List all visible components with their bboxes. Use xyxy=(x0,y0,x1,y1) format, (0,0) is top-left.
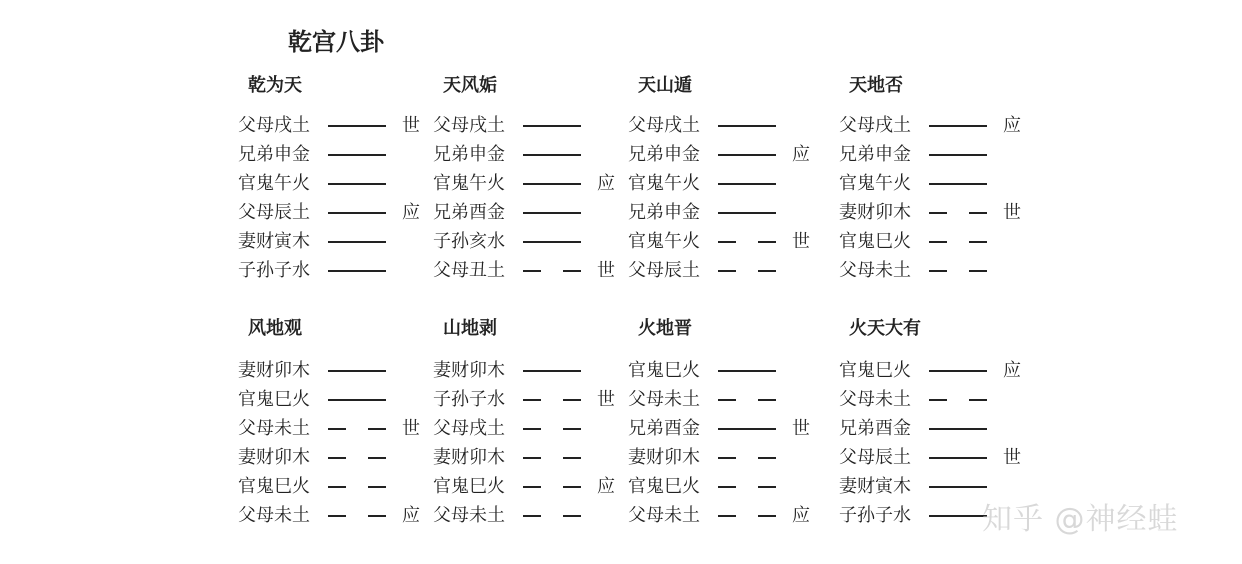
hexagram-line xyxy=(628,502,818,530)
hexagram-line xyxy=(628,257,818,285)
line-mark: 应 xyxy=(1003,115,1021,136)
yin-segment xyxy=(563,486,581,488)
hexagram-line xyxy=(433,415,623,443)
line-mark: 应 xyxy=(597,476,615,497)
line-mark: 世 xyxy=(1003,202,1021,223)
line-label: 妻财寅木 xyxy=(839,476,911,497)
yin-line xyxy=(718,399,776,401)
line-mark: 应 xyxy=(792,144,810,165)
yang-line xyxy=(718,125,776,127)
line-label: 兄弟申金 xyxy=(628,202,700,223)
hexagram-line xyxy=(839,141,1029,169)
line-label: 兄弟申金 xyxy=(238,144,310,165)
yin-segment xyxy=(718,399,736,401)
yin-segment xyxy=(718,270,736,272)
line-label: 父母未土 xyxy=(839,389,911,410)
yin-segment xyxy=(328,486,346,488)
line-mark: 应 xyxy=(792,505,810,526)
yang-line xyxy=(328,183,386,185)
line-label: 父母未土 xyxy=(433,505,505,526)
line-mark: 世 xyxy=(1003,447,1021,468)
line-label: 父母辰土 xyxy=(238,202,310,223)
hexagram-line xyxy=(628,170,818,198)
yang-line xyxy=(328,154,386,156)
hexagram-line xyxy=(238,473,428,501)
line-mark: 世 xyxy=(597,389,615,410)
hexagram-name: 天地否 xyxy=(849,75,903,96)
yin-segment xyxy=(523,399,541,401)
line-label: 子孙亥水 xyxy=(433,231,505,252)
yin-line xyxy=(328,457,386,459)
hexagram-line xyxy=(433,228,623,256)
yin-line xyxy=(523,399,581,401)
line-label: 官鬼巳火 xyxy=(238,389,310,410)
line-label: 兄弟申金 xyxy=(839,144,911,165)
line-mark: 应 xyxy=(597,173,615,194)
hexagram-line xyxy=(238,357,428,385)
line-label: 妻财卯木 xyxy=(628,447,700,468)
yang-line xyxy=(929,515,987,517)
yin-segment xyxy=(563,270,581,272)
line-mark: 世 xyxy=(792,231,810,252)
line-mark: 应 xyxy=(1003,360,1021,381)
line-label: 官鬼巳火 xyxy=(238,476,310,497)
yin-line xyxy=(328,486,386,488)
hexagram-line xyxy=(628,112,818,140)
line-mark: 世 xyxy=(402,115,420,136)
hexagram-line xyxy=(433,357,623,385)
line-label: 兄弟酉金 xyxy=(628,418,700,439)
line-label: 官鬼巳火 xyxy=(839,231,911,252)
line-label: 父母未土 xyxy=(628,389,700,410)
yin-segment xyxy=(368,486,386,488)
line-mark: 世 xyxy=(597,260,615,281)
hexagram-line xyxy=(839,386,1029,414)
hexagram-line xyxy=(433,170,623,198)
line-label: 父母辰土 xyxy=(628,260,700,281)
hexagram-line xyxy=(839,444,1029,472)
yin-segment xyxy=(328,457,346,459)
line-label: 父母未土 xyxy=(238,505,310,526)
hexagram-line xyxy=(628,357,818,385)
line-label: 父母未土 xyxy=(628,505,700,526)
line-label: 兄弟酉金 xyxy=(433,202,505,223)
yin-line xyxy=(929,241,987,243)
hexagram-line xyxy=(839,199,1029,227)
line-label: 子孙子水 xyxy=(238,260,310,281)
hexagram-line xyxy=(839,112,1029,140)
yang-line xyxy=(718,428,776,430)
hexagram-name: 天山遁 xyxy=(638,75,692,96)
yang-line xyxy=(328,125,386,127)
line-label: 官鬼巳火 xyxy=(628,360,700,381)
hexagram-name: 风地观 xyxy=(248,318,302,339)
line-label: 妻财卯木 xyxy=(238,447,310,468)
yin-segment xyxy=(563,515,581,517)
yin-segment xyxy=(758,241,776,243)
line-label: 父母辰土 xyxy=(839,447,911,468)
yang-line xyxy=(523,370,581,372)
yin-line xyxy=(718,515,776,517)
line-label: 父母戌土 xyxy=(433,115,505,136)
yang-line xyxy=(523,125,581,127)
yin-segment xyxy=(523,515,541,517)
yin-segment xyxy=(563,457,581,459)
watermark: 知乎 @神经蛙 xyxy=(982,502,1179,537)
hexagram-name: 天风姤 xyxy=(443,75,497,96)
yang-line xyxy=(929,486,987,488)
line-label: 官鬼午火 xyxy=(628,173,700,194)
yin-line xyxy=(929,270,987,272)
hexagram-line xyxy=(238,228,428,256)
yin-line xyxy=(718,457,776,459)
page-title: 乾宫八卦 xyxy=(288,28,384,56)
hexagram-line xyxy=(238,386,428,414)
hexagram-line xyxy=(238,502,428,530)
hexagram-name: 火天大有 xyxy=(849,318,921,339)
line-label: 父母戌土 xyxy=(839,115,911,136)
line-label: 兄弟申金 xyxy=(628,144,700,165)
hexagram-name: 山地剥 xyxy=(443,318,497,339)
yang-line xyxy=(523,241,581,243)
hexagram-line xyxy=(238,170,428,198)
yin-segment xyxy=(563,399,581,401)
hexagram-line xyxy=(628,228,818,256)
line-label: 父母戌土 xyxy=(433,418,505,439)
yin-segment xyxy=(969,212,987,214)
yin-segment xyxy=(718,486,736,488)
yang-line xyxy=(929,183,987,185)
yin-line xyxy=(718,241,776,243)
hexagram-line xyxy=(238,199,428,227)
yang-line xyxy=(718,154,776,156)
line-label: 官鬼巳火 xyxy=(433,476,505,497)
yin-line xyxy=(718,270,776,272)
line-label: 妻财卯木 xyxy=(433,360,505,381)
hexagram-line xyxy=(628,444,818,472)
line-label: 官鬼午火 xyxy=(839,173,911,194)
yin-line xyxy=(523,270,581,272)
yin-segment xyxy=(758,515,776,517)
yin-segment xyxy=(969,270,987,272)
yang-line xyxy=(718,212,776,214)
yang-line xyxy=(718,370,776,372)
line-label: 兄弟申金 xyxy=(433,144,505,165)
hexagram-line xyxy=(433,141,623,169)
hexagram-line xyxy=(238,257,428,285)
yin-segment xyxy=(368,515,386,517)
hexagram-line xyxy=(433,444,623,472)
yin-segment xyxy=(523,270,541,272)
yin-segment xyxy=(328,515,346,517)
hexagram-line xyxy=(433,473,623,501)
line-label: 妻财卯木 xyxy=(238,360,310,381)
line-label: 官鬼巳火 xyxy=(628,476,700,497)
line-label: 官鬼巳火 xyxy=(839,360,911,381)
yin-line xyxy=(523,457,581,459)
hexagram-line xyxy=(433,257,623,285)
yang-line xyxy=(328,399,386,401)
yang-line xyxy=(523,212,581,214)
yin-segment xyxy=(929,270,947,272)
line-label: 官鬼午火 xyxy=(628,231,700,252)
yang-line xyxy=(523,154,581,156)
hexagram-line xyxy=(433,199,623,227)
yin-segment xyxy=(929,399,947,401)
yin-segment xyxy=(523,428,541,430)
hexagram-line xyxy=(839,257,1029,285)
line-mark: 世 xyxy=(402,418,420,439)
yang-line xyxy=(929,457,987,459)
hexagram-line xyxy=(238,141,428,169)
hexagram-line xyxy=(628,473,818,501)
yin-segment xyxy=(718,515,736,517)
yang-line xyxy=(328,270,386,272)
line-label: 子孙子水 xyxy=(839,505,911,526)
line-mark: 应 xyxy=(402,505,420,526)
hexagram-line xyxy=(433,386,623,414)
hexagram-line xyxy=(433,502,623,530)
line-label: 父母戌土 xyxy=(238,115,310,136)
yin-segment xyxy=(523,457,541,459)
hexagram-line xyxy=(839,357,1029,385)
yin-segment xyxy=(969,241,987,243)
yang-line xyxy=(929,125,987,127)
line-label: 父母未土 xyxy=(839,260,911,281)
hexagram-line xyxy=(433,112,623,140)
yin-segment xyxy=(718,241,736,243)
line-label: 兄弟酉金 xyxy=(839,418,911,439)
hexagram-line xyxy=(238,415,428,443)
yin-line xyxy=(523,486,581,488)
yang-line xyxy=(328,212,386,214)
yang-line xyxy=(929,428,987,430)
hexagram-line xyxy=(238,444,428,472)
line-label: 官鬼午火 xyxy=(238,173,310,194)
line-mark: 世 xyxy=(792,418,810,439)
line-label: 父母戌土 xyxy=(628,115,700,136)
yin-segment xyxy=(328,428,346,430)
yin-segment xyxy=(758,457,776,459)
yin-segment xyxy=(929,212,947,214)
yin-line xyxy=(328,428,386,430)
yang-line xyxy=(328,241,386,243)
line-label: 父母未土 xyxy=(238,418,310,439)
line-label: 妻财寅木 xyxy=(238,231,310,252)
yin-segment xyxy=(758,486,776,488)
yin-line xyxy=(523,515,581,517)
yin-line xyxy=(929,399,987,401)
yin-segment xyxy=(368,428,386,430)
hexagram-line xyxy=(628,386,818,414)
line-mark: 应 xyxy=(402,202,420,223)
yin-segment xyxy=(758,399,776,401)
line-label: 妻财卯木 xyxy=(433,447,505,468)
yang-line xyxy=(328,370,386,372)
line-label: 父母丑土 xyxy=(433,260,505,281)
hexagram-line xyxy=(238,112,428,140)
line-label: 妻财卯木 xyxy=(839,202,911,223)
yin-segment xyxy=(368,457,386,459)
hexagram-line xyxy=(628,415,818,443)
yang-line xyxy=(523,183,581,185)
yin-segment xyxy=(563,428,581,430)
yin-segment xyxy=(969,399,987,401)
yin-line xyxy=(929,212,987,214)
hexagram-line xyxy=(839,228,1029,256)
yin-segment xyxy=(718,457,736,459)
hexagram-name: 火地晋 xyxy=(638,318,692,339)
hexagram-line xyxy=(839,170,1029,198)
yang-line xyxy=(718,183,776,185)
yin-segment xyxy=(758,270,776,272)
yang-line xyxy=(929,154,987,156)
yang-line xyxy=(929,370,987,372)
yin-segment xyxy=(929,241,947,243)
line-label: 官鬼午火 xyxy=(433,173,505,194)
hexagram-line xyxy=(839,415,1029,443)
hexagram-line xyxy=(628,141,818,169)
line-label: 子孙子水 xyxy=(433,389,505,410)
yin-line xyxy=(523,428,581,430)
yin-line xyxy=(718,486,776,488)
yin-segment xyxy=(523,486,541,488)
hexagram-name: 乾为天 xyxy=(248,75,302,96)
hexagram-line xyxy=(628,199,818,227)
yin-line xyxy=(328,515,386,517)
